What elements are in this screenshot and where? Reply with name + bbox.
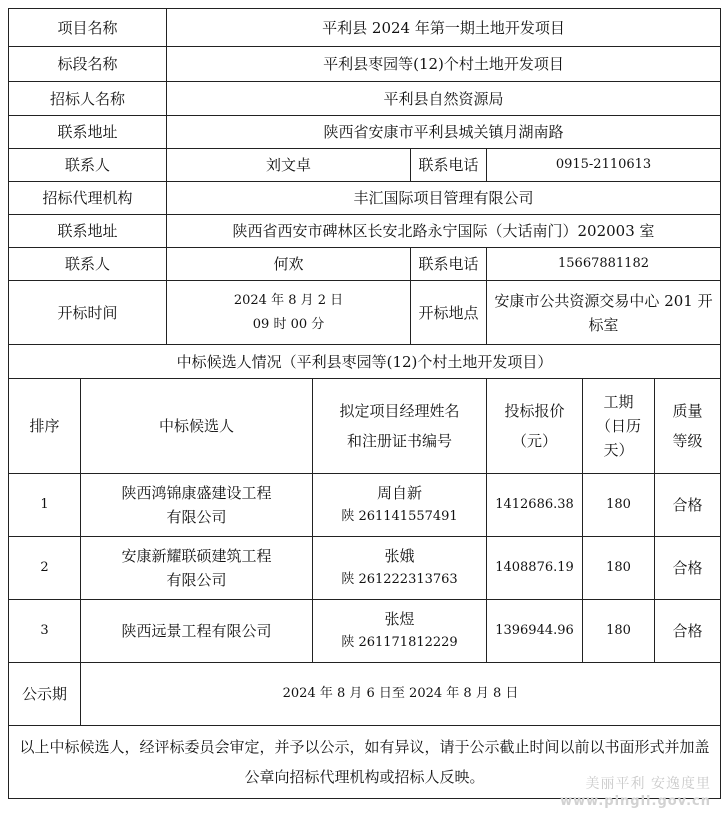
candidate-manager-name: 周自新 — [377, 484, 423, 502]
header-period-line2: （日历 — [596, 417, 642, 435]
candidate-manager-cert: 陕 261222313763 — [341, 572, 458, 587]
agency-phone-label: 联系电话 — [411, 248, 487, 281]
open-time-clock: 09 时 00 分 — [252, 316, 325, 332]
header-quality-line1: 质量 — [672, 402, 703, 420]
row-agency-contact — [9, 248, 721, 281]
candidate-rank: 1 — [9, 474, 81, 537]
open-time-value — [167, 281, 411, 345]
tenderer-value: 平利县自然资源局 — [167, 82, 721, 116]
open-place-label: 开标地点 — [411, 281, 487, 345]
row-agency-address — [9, 215, 721, 248]
tenderer-phone-label: 联系电话 — [411, 149, 487, 182]
candidate-name — [81, 537, 313, 600]
row-agency — [9, 182, 721, 215]
candidate-name — [81, 600, 313, 663]
candidate-name-line2: 有限公司 — [166, 508, 227, 526]
candidate-rank: 2 — [9, 537, 81, 600]
candidate-name-line2: 有限公司 — [166, 571, 227, 589]
candidate-quality: 合格 — [655, 537, 721, 600]
candidate-period: 180 — [583, 474, 655, 537]
header-candidate: 中标候选人 — [81, 379, 313, 474]
header-period-line3: 天） — [603, 441, 634, 459]
row-tenderer-address — [9, 116, 721, 149]
tenderer-address-value: 陕西省安康市平利县城关镇月湖南路 — [167, 116, 721, 149]
candidate-name — [81, 474, 313, 537]
candidate-name-line1: 陕西鸿锦康盛建设工程 — [121, 484, 272, 502]
candidate-bid: 1412686.38 — [487, 474, 583, 537]
header-bid-line1: 投标报价 — [504, 402, 565, 420]
candidate-row-3 — [9, 600, 721, 663]
agency-phone-value: 15667881182 — [487, 248, 721, 281]
agency-value: 丰汇国际项目管理有限公司 — [167, 182, 721, 215]
open-place-value: 安康市公共资源交易中心 201 开标室 — [487, 281, 721, 345]
candidate-rank: 3 — [9, 600, 81, 663]
row-project-name — [9, 9, 721, 47]
header-bid-line2: （元） — [512, 432, 558, 450]
candidate-row-1 — [9, 474, 721, 537]
tenderer-label: 招标人名称 — [9, 82, 167, 116]
candidate-manager — [313, 537, 487, 600]
header-manager — [313, 379, 487, 474]
tenderer-contact-value: 刘文卓 — [167, 149, 411, 182]
project-name-value: 平利县 2024 年第一期土地开发项目 — [167, 9, 721, 47]
open-time-date: 2024 年 8 月 2 日 — [233, 292, 344, 308]
candidate-name-line1: 陕西远景工程有限公司 — [121, 622, 272, 640]
watermark-url: www.pingli.gov.cn — [560, 794, 711, 809]
site-watermark — [560, 776, 711, 810]
candidate-manager-name: 张煜 — [384, 610, 415, 628]
agency-label: 招标代理机构 — [9, 182, 167, 215]
row-section-name — [9, 47, 721, 82]
agency-address-value: 陕西省西安市碑林区长安北路永宁国际（大话南门）202003 室 — [167, 215, 721, 248]
project-name-label: 项目名称 — [9, 9, 167, 47]
publicity-label: 公示期 — [9, 663, 81, 726]
header-rank: 排序 — [9, 379, 81, 474]
row-tenderer — [9, 82, 721, 116]
tenderer-address-label: 联系地址 — [9, 116, 167, 149]
candidate-manager — [313, 600, 487, 663]
tender-announcement-table — [8, 8, 721, 799]
candidate-manager-name: 张娥 — [384, 547, 415, 565]
header-period-line1: 工期 — [603, 393, 634, 411]
candidate-manager-cert: 陕 261171812229 — [341, 635, 458, 650]
candidate-manager — [313, 474, 487, 537]
open-time-label: 开标时间 — [9, 281, 167, 345]
candidate-name-line1: 安康新耀联硕建筑工程 — [121, 547, 272, 565]
row-candidates-title — [9, 345, 721, 379]
candidate-period: 180 — [583, 600, 655, 663]
candidate-manager-cert: 陕 261141557491 — [341, 509, 458, 524]
candidate-quality: 合格 — [655, 474, 721, 537]
candidate-period: 180 — [583, 537, 655, 600]
section-name-value: 平利县枣园等(12)个村土地开发项目 — [167, 47, 721, 82]
candidate-bid: 1396944.96 — [487, 600, 583, 663]
row-bid-opening — [9, 281, 721, 345]
header-period — [583, 379, 655, 474]
header-quality-line2: 等级 — [672, 432, 703, 450]
watermark-slogan: 美丽平利 安逸度里 — [585, 776, 711, 792]
tenderer-contact-label: 联系人 — [9, 149, 167, 182]
header-bid — [487, 379, 583, 474]
row-tenderer-contact — [9, 149, 721, 182]
candidate-row-2 — [9, 537, 721, 600]
row-publicity — [9, 663, 721, 726]
agency-contact-label: 联系人 — [9, 248, 167, 281]
candidate-bid: 1408876.19 — [487, 537, 583, 600]
row-candidates-header — [9, 379, 721, 474]
section-name-label: 标段名称 — [9, 47, 167, 82]
announcement-note: 以上中标候选人，经评标委员会审定，并予以公示，如有异议，请于公示截止时间以前以书面形式并加盖公章向招标代理机构或招标人反映。 — [9, 726, 721, 799]
tenderer-phone-value: 0915-2110613 — [487, 149, 721, 182]
header-quality — [655, 379, 721, 474]
candidates-section-title: 中标候选人情况（平利县枣园等(12)个村土地开发项目） — [9, 345, 721, 379]
publicity-value: 2024 年 8 月 6 日至 2024 年 8 月 8 日 — [81, 663, 721, 726]
agency-contact-value: 何欢 — [167, 248, 411, 281]
header-manager-line1: 拟定项目经理姓名 — [339, 402, 460, 420]
agency-address-label: 联系地址 — [9, 215, 167, 248]
candidate-quality: 合格 — [655, 600, 721, 663]
header-manager-line2: 和注册证书编号 — [347, 432, 453, 450]
